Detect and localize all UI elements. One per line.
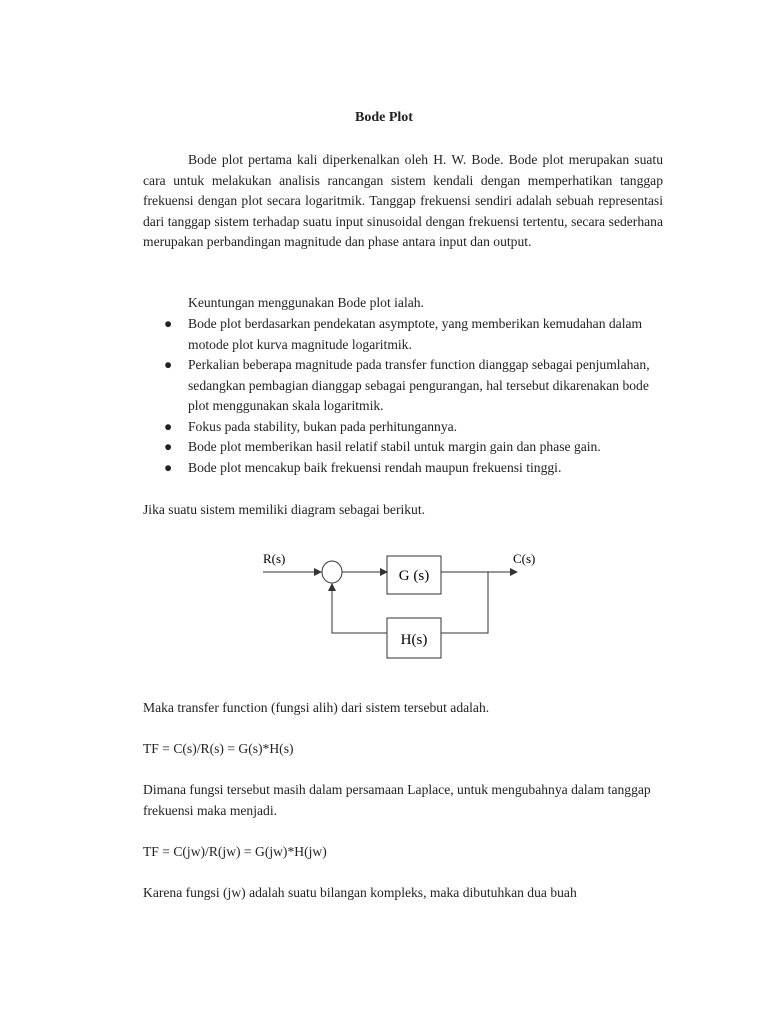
input-label: R(s) <box>263 551 286 566</box>
bullet-icon: ● <box>164 357 173 372</box>
list-item <box>164 355 664 417</box>
summing-junction-icon <box>322 561 342 583</box>
advantages-list <box>164 314 664 478</box>
diagram-intro: Jika suatu sistem memiliki diagram sebagai berikut. <box>143 502 426 517</box>
bullet-icon: ● <box>164 459 173 475</box>
list-item <box>164 314 664 355</box>
laplace-note: Dimana fungsi tersebut masih dalam persamaan Laplace, untuk mengubahnya dalam tanggap frekuensi maka menjadi. <box>143 782 651 818</box>
feedback-block-label: H(s) <box>400 632 428 648</box>
list-item <box>164 458 664 479</box>
list-item-text: Fokus pada stability, bukan pada perhitungannya. <box>188 418 458 434</box>
forward-block-label: G (s) <box>398 568 430 584</box>
transfer-function-intro: Maka transfer function (fungsi alih) dari sistem tersebut adalah. <box>143 700 490 715</box>
bullet-icon: ● <box>164 418 173 434</box>
list-item <box>164 417 664 438</box>
feedback-path-out <box>441 572 488 633</box>
advantages-intro: Keuntungan menggunakan Bode plot ialah. <box>188 295 424 310</box>
feedback-path-in <box>332 584 387 633</box>
complex-note: Karena fungsi (jw) adalah suatu bilangan kompleks, maka dibutuhkan dua buah <box>143 885 577 900</box>
transfer-function-laplace: TF = C(s)/R(s) = G(s)*H(s) <box>143 741 294 756</box>
list-item-text: Bode plot memberikan hasil relatif stabil untuk margin gain dan phase gain. <box>188 439 601 454</box>
bullet-icon: ● <box>164 439 173 454</box>
output-label: C(s) <box>513 551 536 566</box>
list-item-text: Bode plot mencakup baik frekuensi rendah maupun frekuensi tinggi. <box>188 459 562 475</box>
document-title: Bode Plot <box>355 110 413 125</box>
list-item-text: Bode plot berdasarkan pendekatan asymptote, yang memberikan kemudahan dalam motode plot kurva magnitude logaritmik. <box>188 316 643 352</box>
bullet-icon: ● <box>164 316 173 331</box>
intro-paragraph: Bode plot pertama kali diperkenalkan oleh H. W. Bode. Bode plot merupakan suatu cara untuk melakukan analisis rancangan sistem kendali dengan memperhatikan tanggap frekuensi dengan plot secara logaritmik. Tanggap frekuensi sendiri adalah sebuah representasi dari tanggap sistem terhadap suatu input sinusoidal dengan frekuensi tertentu, secara sederhana merupakan perbandingan magnitude dan phase antara input dan output. <box>143 152 663 249</box>
transfer-function-frequency: TF = C(jw)/R(jw) = G(jw)*H(jw) <box>143 844 327 859</box>
block-diagram <box>255 540 555 670</box>
list-item <box>164 437 664 458</box>
list-item-text: Perkalian beberapa magnitude pada transfer function dianggap sebagai penjumlahan, sedangkan pembagian dianggap sebagai pengurangan, hal tersebut dikarenakan bode plot menggunakan skala logaritmik. <box>188 357 650 413</box>
